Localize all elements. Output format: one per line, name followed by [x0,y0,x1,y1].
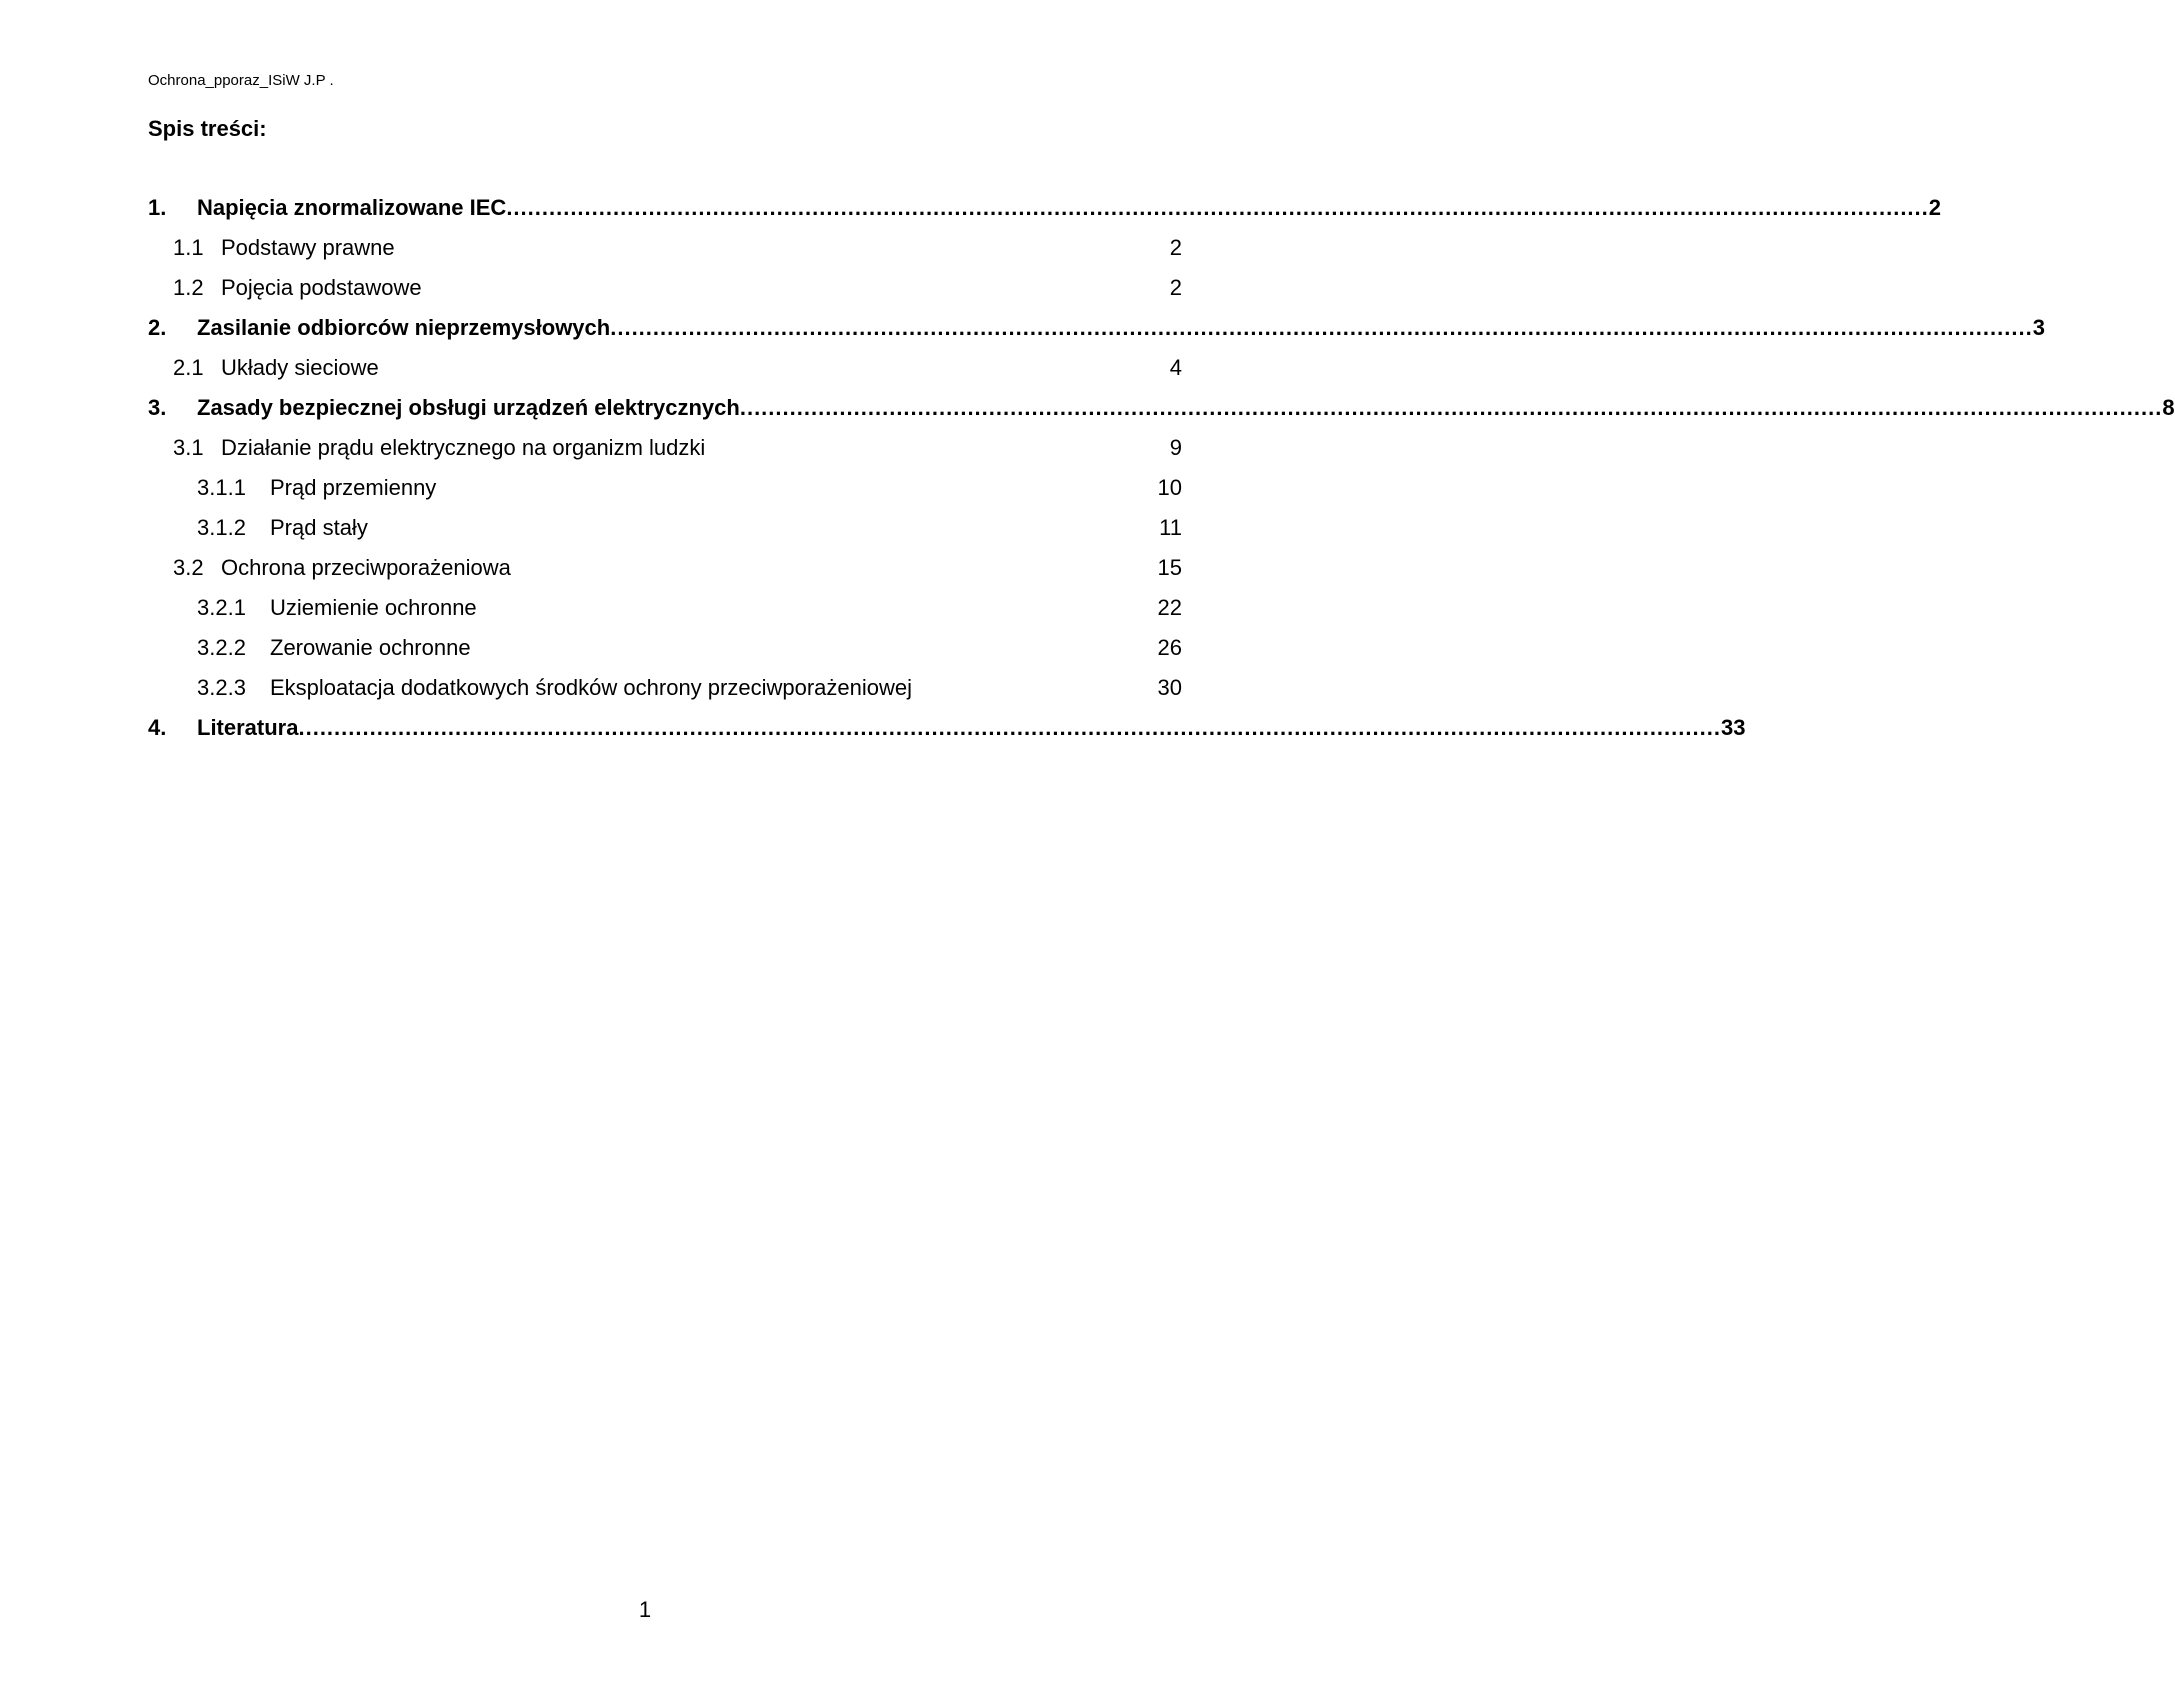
toc-entry-number: 1. [148,195,167,220]
toc-entry-page: 33 [1720,715,1746,740]
toc-entry[interactable] [0,193,1942,233]
toc-entry-page: 8 [2162,395,2175,420]
table-of-contents [0,193,2175,753]
toc-entry[interactable] [0,473,1200,513]
toc-entry-label: Literatura [197,715,299,740]
toc-entry[interactable] [0,433,1200,473]
toc-entry-label: Zerowanie ochronne [270,635,471,660]
toc-entry-number: 3. [148,395,167,420]
toc-entry-line [197,313,2045,343]
toc-entry[interactable] [0,233,1200,273]
page-number: 1 [638,1597,652,1622]
dot-leader: ........................................................................................................................................................................................................ [739,395,2163,420]
toc-entry-label: Uziemienie ochronne [270,595,477,620]
toc-entry-label: Zasilanie odbiorców nieprzemysłowych [197,315,611,340]
toc-entry-number: 3.1 [173,435,204,460]
document-header: Ochrona_pporaz_ISiW J.P . [148,72,334,89]
toc-entry-page: 2 [1928,195,1942,220]
toc-entry[interactable] [0,353,1200,393]
toc-entry[interactable] [0,273,1200,313]
toc-entry-page: 9 [1169,435,1182,460]
toc-entry-page: 11 [1159,515,1182,540]
toc-entry-label: Ochrona przeciwporażeniowa [221,555,511,580]
toc-entry-label: Pojęcia podstawowe [221,275,422,300]
toc-entry-label: Układy sieciowe [221,355,379,380]
toc-entry[interactable] [0,313,2045,353]
toc-entry-number: 1.2 [173,275,204,300]
toc-entry-line [197,393,2175,423]
toc-entry-label: Prąd przemienny [270,475,437,500]
toc-entry-page: 22 [1157,595,1182,620]
toc-entry[interactable] [0,553,1200,593]
toc-entry-number: 4. [148,715,167,740]
dot-leader: ........................................................................................................................................................................................................ [298,715,1721,740]
toc-entry-label: Napięcia znormalizowane IEC [197,195,507,220]
dot-leader: ........................................................................................................................................................................................................ [610,315,2033,340]
toc-entry-label: Podstawy prawne [221,235,395,260]
toc-entry-number: 3.2 [173,555,204,580]
toc-entry-page: 2 [1169,235,1182,260]
toc-entry[interactable] [0,713,1746,753]
toc-entry-page: 26 [1157,635,1182,660]
toc-entry[interactable] [0,633,1200,673]
toc-entry-number: 3.1.2 [197,515,246,540]
toc-entry[interactable] [0,673,1200,713]
toc-entry-page: 30 [1157,675,1182,700]
toc-entry-number: 2. [148,315,167,340]
toc-entry[interactable] [0,593,1200,633]
toc-title: Spis treści: [148,116,267,141]
toc-entry-number: 1.1 [173,235,204,260]
toc-entry-page: 15 [1157,555,1182,580]
toc-entry-page: 4 [1169,355,1182,380]
toc-entry-number: 2.1 [173,355,204,380]
toc-entry-page: 10 [1157,475,1182,500]
toc-entry-label: Eksploatacja dodatkowych środków ochrony przeciwporażeniowej [270,675,912,700]
toc-entry-label: Zasady bezpiecznej obsługi urządzeń elektrycznych [197,395,740,420]
toc-entry-page: 3 [2032,315,2045,340]
toc-entry-number: 3.2.1 [197,595,246,620]
toc-entry-page: 2 [1169,275,1182,300]
toc-entry[interactable] [0,393,2175,433]
toc-entry-label: Prąd stały [270,515,368,540]
toc-entry-number: 3.2.2 [197,635,246,660]
toc-entry-number: 3.2.3 [197,675,246,700]
dot-leader: ........................................................................................................................................................................................................ [506,195,1929,220]
toc-entry-line [197,713,1746,743]
toc-entry-number: 3.1.1 [197,475,246,500]
toc-entry-label: Działanie prądu elektrycznego na organizm ludzki [221,435,706,460]
toc-entry-line [197,193,1942,223]
toc-entry[interactable] [0,513,1200,553]
